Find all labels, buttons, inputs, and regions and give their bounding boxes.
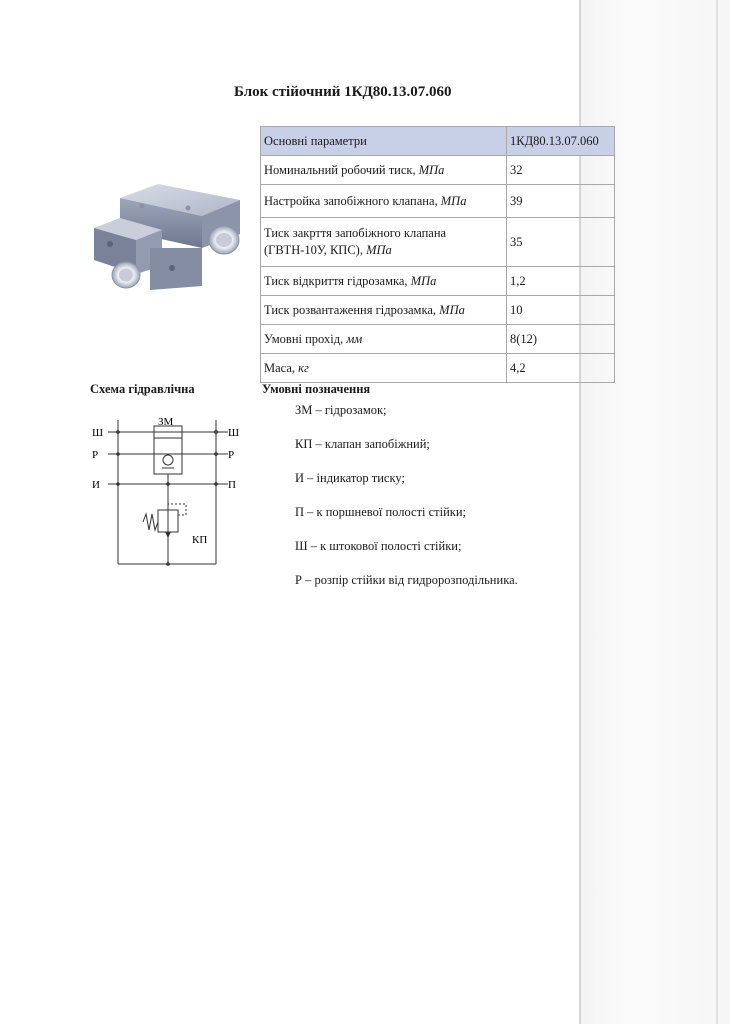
param-value: 35 (507, 218, 615, 267)
hydraulic-schema (88, 412, 248, 572)
param-value: 10 (507, 296, 615, 325)
schema-title: Схема гідравлічна (90, 382, 195, 396)
legend-title: Умовні позначення (262, 382, 371, 396)
label-r-right: Р (228, 449, 235, 461)
param-value: 1,2 (507, 267, 615, 296)
legend-list (295, 403, 518, 607)
param-name: Тиск відкриття гідрозамка, МПа (261, 267, 507, 296)
legend-item: ЗМ – гідрозамок; (295, 403, 387, 417)
parameters-table (260, 126, 615, 383)
table-row (261, 267, 615, 296)
legend-item: Р – розпір стійки від гидророзподільника. (295, 573, 518, 587)
param-value: 32 (507, 156, 615, 185)
param-value: 8(12) (507, 325, 615, 354)
param-name: Тиск розвантаження гідрозамка, МПа (261, 296, 507, 325)
label-kp: КП (192, 534, 208, 546)
param-name: Маса, кг (261, 354, 507, 383)
table-row (261, 218, 615, 267)
param-value: 4,2 (507, 354, 615, 383)
param-name: Тиск закрття запобіжного клапана (ГВТН-10У, КПС), МПа (261, 218, 507, 267)
legend-item: КП – клапан запобіжний; (295, 437, 430, 451)
legend-item: П – к поршневої полості стійки; (295, 505, 467, 519)
param-value: 39 (507, 185, 615, 218)
label-p-right: П (228, 479, 236, 491)
document-title: Блок стійочний 1КД80.13.07.060 (234, 84, 452, 100)
table-row (261, 325, 615, 354)
label-sh-right: Ш (228, 427, 240, 439)
valve-block-photo (90, 178, 250, 308)
table-header-name: Основні параметри (261, 127, 507, 156)
table-row (261, 354, 615, 383)
page-fold-line-right (716, 0, 718, 1024)
label-r-left: Р (92, 449, 99, 461)
table-header-row (261, 127, 615, 156)
legend-item: И – індикатор тиску; (295, 471, 405, 485)
table-header-value: 1КД80.13.07.060 (507, 127, 615, 156)
param-name: Номинальний робочий тиск, МПа (261, 156, 507, 185)
table-row (261, 156, 615, 185)
table-row (261, 296, 615, 325)
table-row (261, 185, 615, 218)
label-zm: ЗМ (158, 416, 174, 428)
param-name: Умовні прохід, мм (261, 325, 507, 354)
label-i-left: И (92, 479, 100, 491)
param-name: Настройка запобіжного клапана, МПа (261, 185, 507, 218)
label-sh-left: Ш (92, 427, 104, 439)
legend-item: Ш – к штокової полості стійки; (295, 539, 462, 553)
